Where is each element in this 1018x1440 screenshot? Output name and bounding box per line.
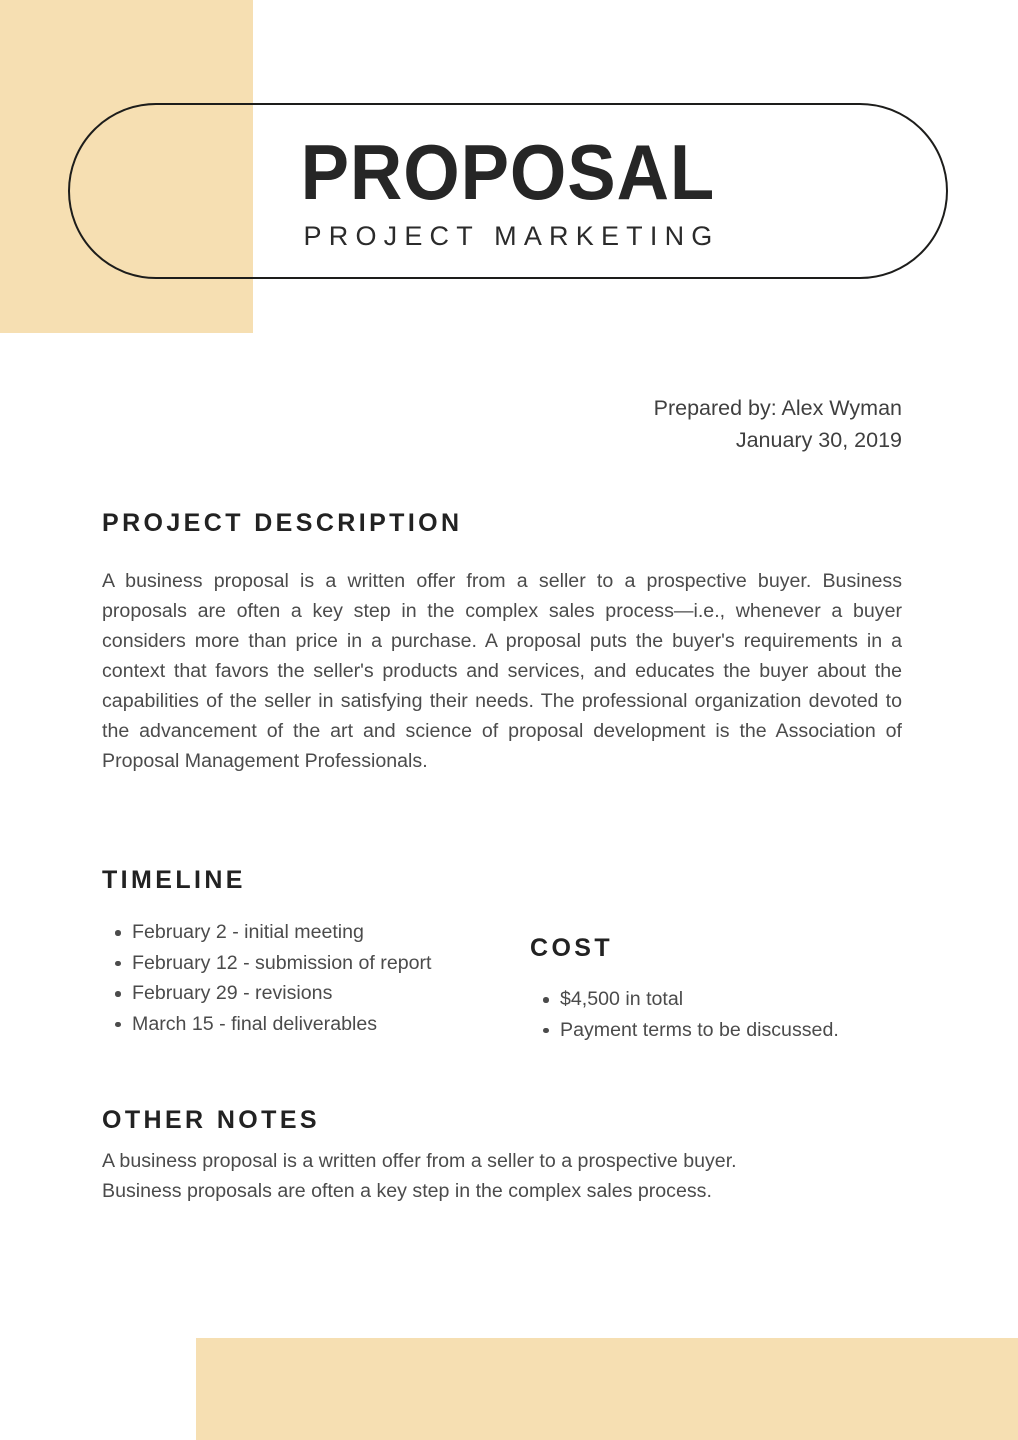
section-heading-cost: COST <box>530 934 614 962</box>
list-item: February 12 - submission of report <box>132 948 552 979</box>
beige-accent-block-bottom <box>196 1338 1018 1440</box>
title-pill-content <box>70 105 946 277</box>
page-title: PROPOSAL <box>300 127 716 216</box>
page-subtitle: PROJECT MARKETING <box>303 220 720 251</box>
other-notes-line: Business proposals are often a key step in the complex sales process. <box>102 1180 712 1202</box>
cost-list <box>530 984 960 1045</box>
section-body-other-notes <box>102 1146 902 1206</box>
list-item: $4,500 in total <box>560 984 960 1015</box>
document-meta <box>102 392 902 456</box>
prepared-by-text: Prepared by: Alex Wyman <box>653 396 902 420</box>
other-notes-line: A business proposal is a written offer from a seller to a prospective buyer. <box>102 1150 737 1172</box>
list-item: March 15 - final deliverables <box>132 1009 552 1040</box>
timeline-list <box>102 917 552 1039</box>
section-body-project-description: A business proposal is a written offer from a seller to a prospective buyer. Business proposals are often a key step in the complex sales process—i.e., whenever a buyer considers more than price in a purchase. A proposal puts the buyer's requirements in a context that favors the seller's products and services, and educates the buyer about the capabilities of the seller in satisfying their needs. The professional organization devoted to the advancement of the art and science of proposal development is the Association of Proposal Management Professionals. <box>102 570 902 772</box>
section-heading-timeline: TIMELINE <box>102 866 246 894</box>
section-heading-project-description: PROJECT DESCRIPTION <box>102 509 463 537</box>
list-item: February 29 - revisions <box>132 978 552 1009</box>
section-heading-other-notes: OTHER NOTES <box>102 1106 320 1134</box>
list-item: Payment terms to be discussed. <box>560 1015 960 1046</box>
date-text: January 30, 2019 <box>735 428 902 452</box>
title-pill-outline <box>68 103 948 279</box>
list-item: February 2 - initial meeting <box>132 917 552 948</box>
